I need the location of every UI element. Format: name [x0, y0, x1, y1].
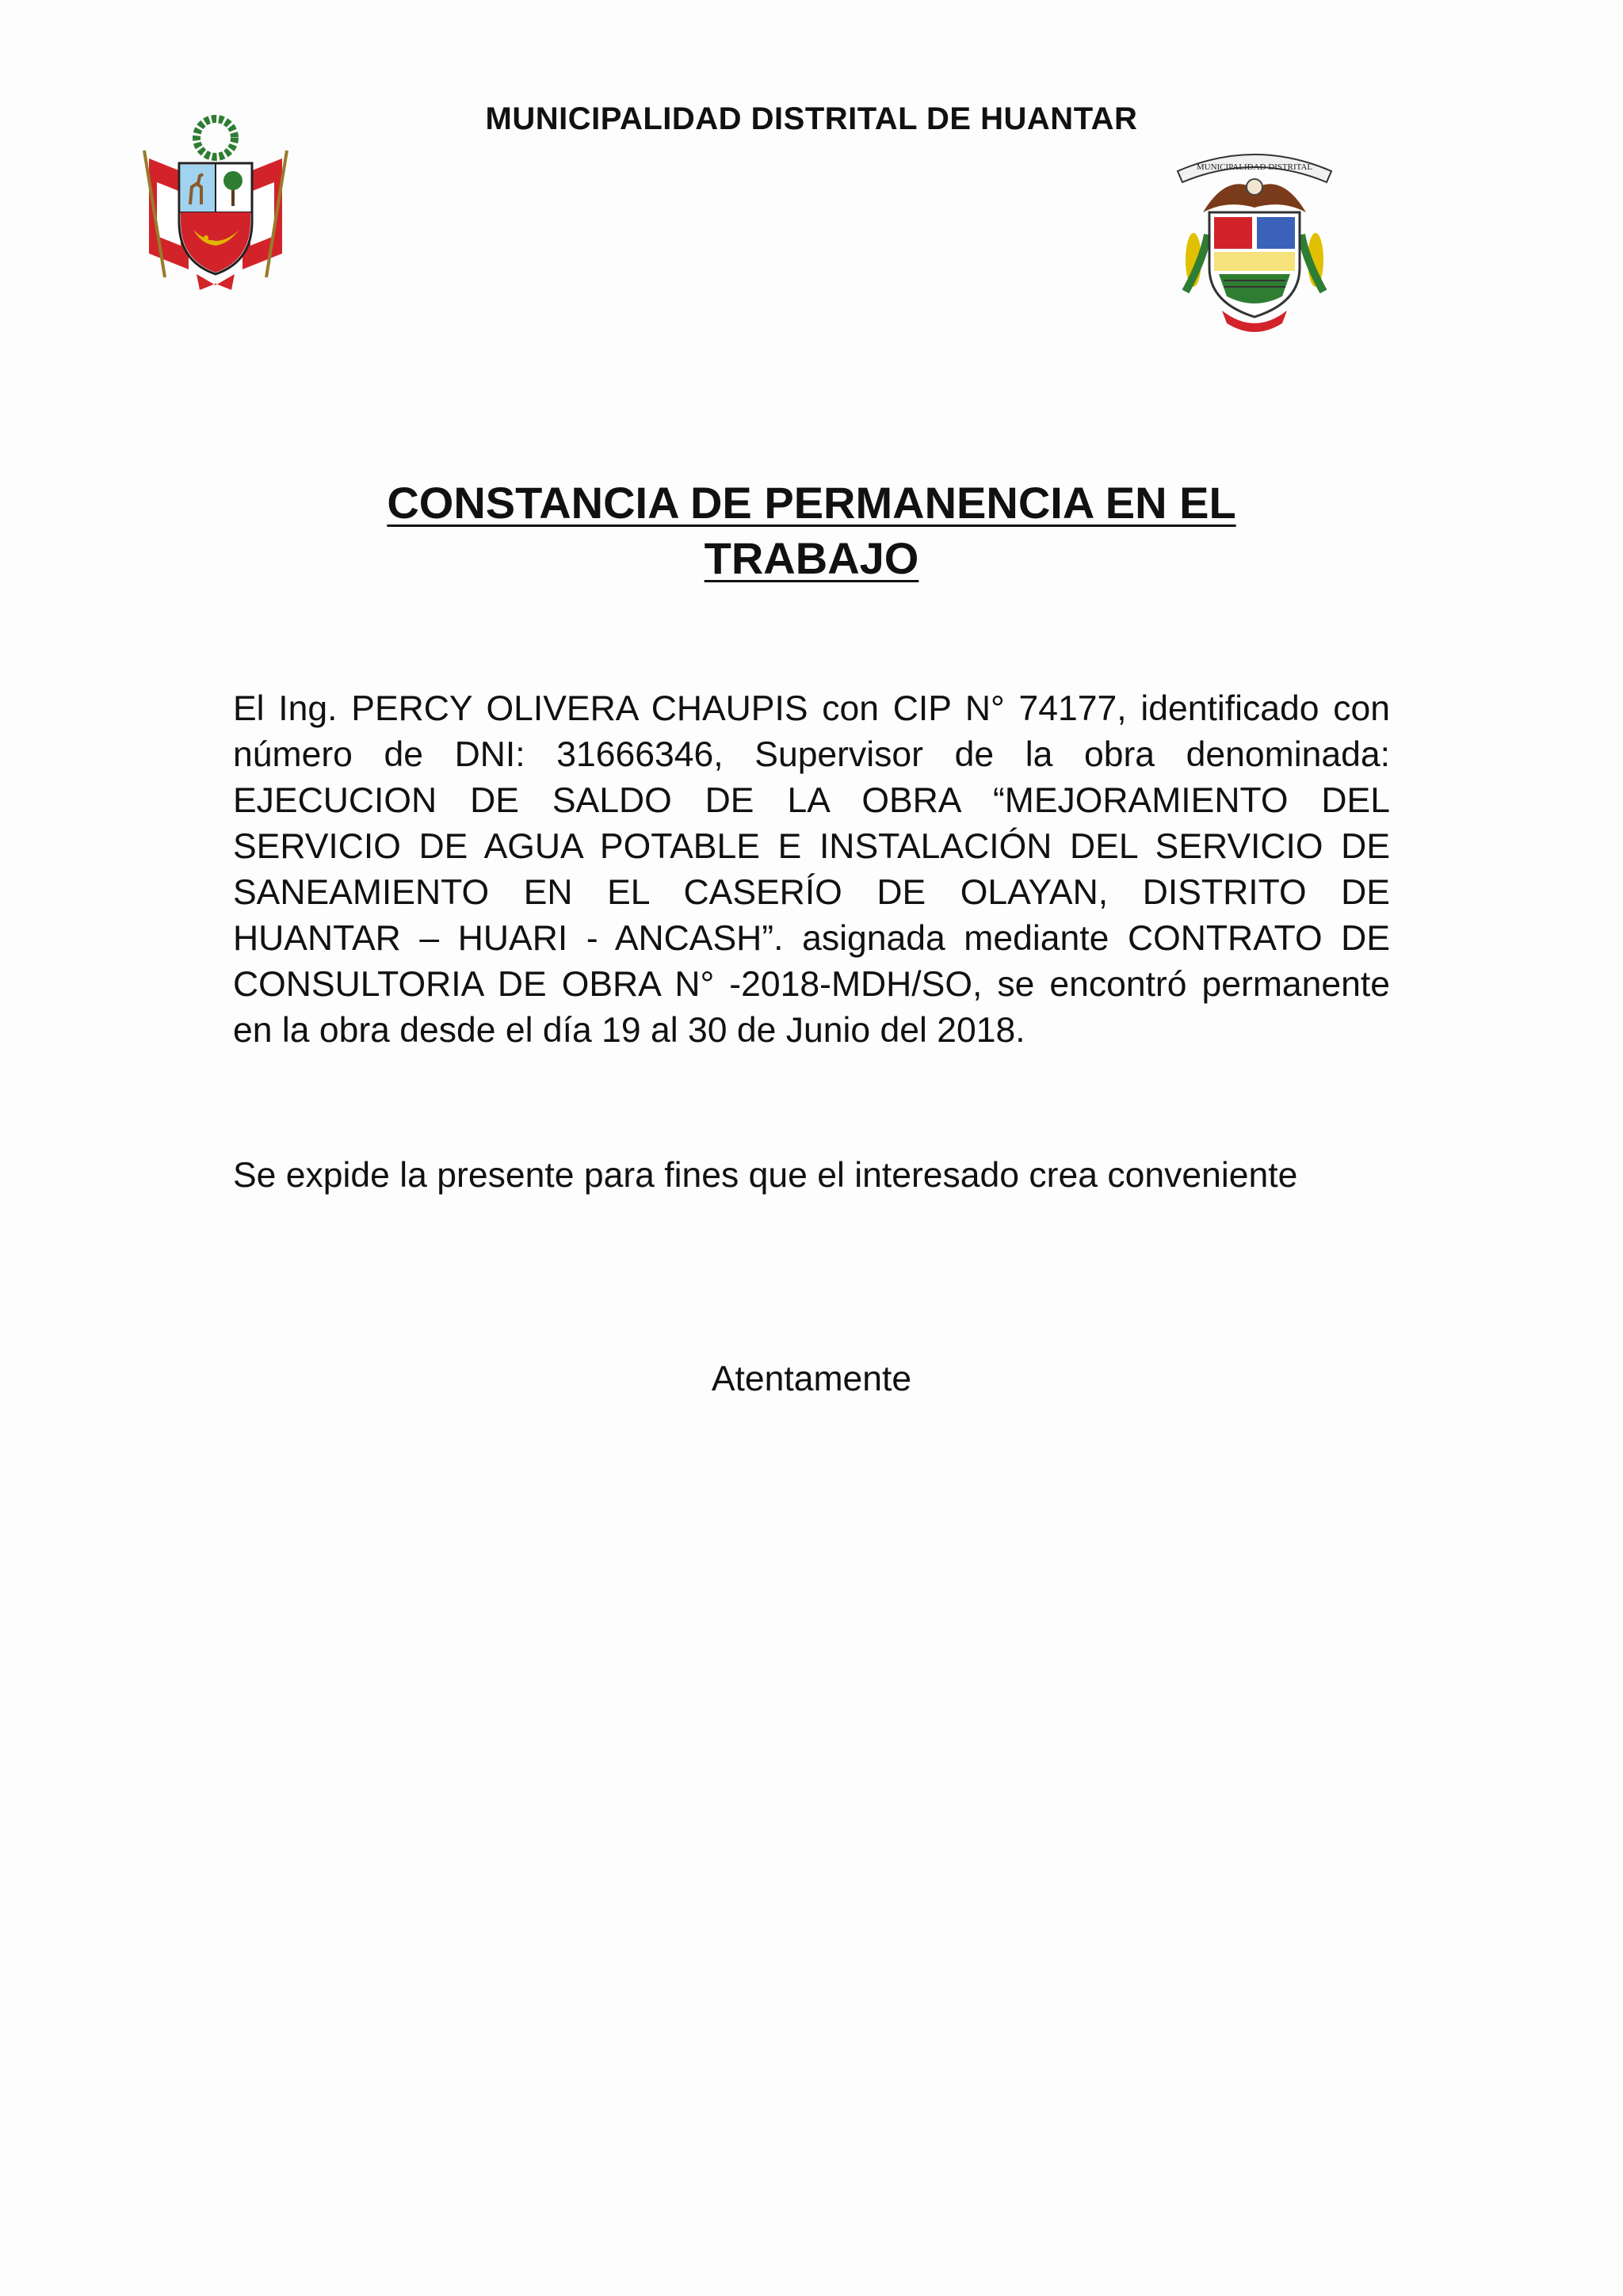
- municipal-seal-icon: [1171, 141, 1338, 336]
- municipality-header: MUNICIPALIDAD DISTRITAL DE HUANTAR: [485, 101, 1138, 136]
- document-title-line1: CONSTANCIA DE PERMANENCIA EN EL: [387, 478, 1236, 528]
- peru-coat-of-arms-icon: [133, 111, 298, 295]
- document-title-line2: TRABAJO: [704, 533, 919, 583]
- closing-statement: Se expide la presente para fines que el interesado crea conveniente: [233, 1156, 1298, 1195]
- body-paragraph: El Ing. PERCY OLIVERA CHAUPIS con CIP N° 74177, identificado con número de DNI: 31666346, Supervisor de la obra denominada: EJECUCION DE SALDO DE LA OBRA “MEJORAMIENTO DEL SERVICIO DE AGUA POTABLE E INSTALACIÓN DEL SERVICIO DE SANEAMIENTO EN EL CASERÍO DE OLAYAN, DISTRITO DE HUANTAR – HUARI - ANCASH”. asignada mediante CONTRATO DE CONSULTORIA DE OBRA N° -2018-MDH/SO, se encontró permanente en la obra desde el día 19 al 30 de Junio del 2018.: [233, 689, 1390, 1050]
- signoff: Atentamente: [711, 1360, 912, 1398]
- document-title: [0, 475, 1623, 586]
- seal-banner-text: MUNICIPALIDAD DISTRITAL: [1196, 162, 1313, 172]
